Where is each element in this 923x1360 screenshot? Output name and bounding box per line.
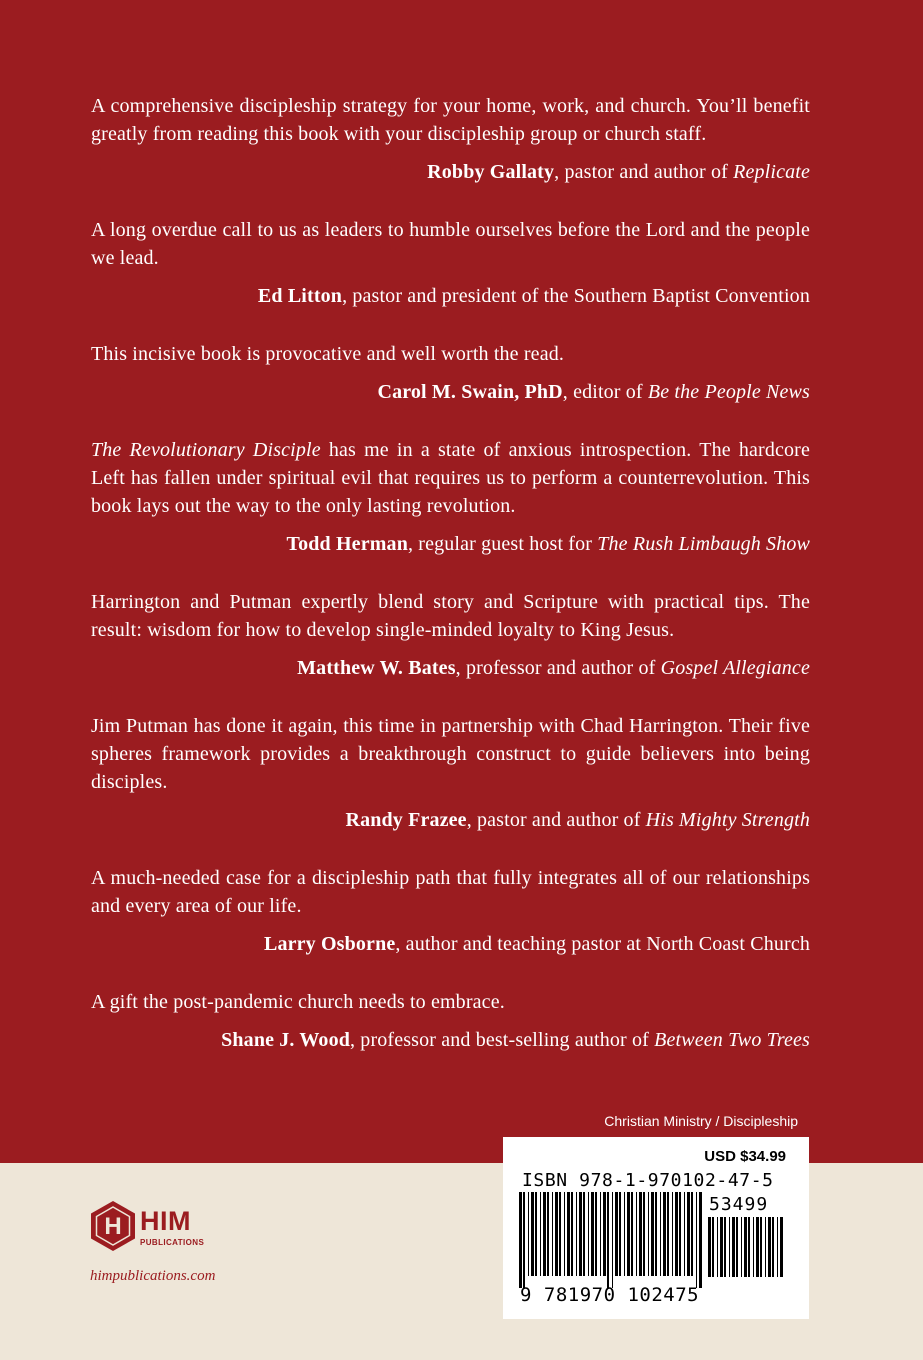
endorsement-attribution: Robby Gallaty, pastor and author of Replicate	[427, 161, 810, 183]
barcode-bar	[564, 1192, 565, 1276]
endorsement-5	[91, 588, 810, 682]
barcode-bar	[583, 1192, 585, 1276]
endorsement-attribution: Shane J. Wood, professor and best-selling author of Between Two Trees	[221, 1029, 810, 1051]
endorser-name: Ed Litton	[257, 285, 343, 307]
barcode-bar	[547, 1192, 549, 1276]
barcode-bar	[612, 1192, 613, 1288]
endorsement-2	[91, 216, 810, 310]
barcode-bar	[591, 1192, 594, 1276]
barcode-bar	[708, 1217, 711, 1277]
endorser-name: Robby Gallaty	[427, 161, 555, 183]
barcode-bar	[559, 1192, 561, 1276]
book-title: Between Two Trees	[654, 1029, 810, 1051]
publisher-website: himpublications.com	[90, 1268, 216, 1284]
barcode-bar	[631, 1192, 633, 1276]
barcode-bar	[624, 1192, 625, 1276]
endorsement-quote: Harrington and Putman expertly blend story and Scripture with practical tips. The result: wisdom for how to develop single-minded loyalty to King Jesus.	[91, 591, 810, 641]
barcode-bar	[600, 1192, 601, 1276]
barcode-bar	[648, 1192, 649, 1276]
barcode-label	[503, 1137, 809, 1319]
endorsement-quote: This incisive book is provocative and well worth the read.	[91, 343, 565, 365]
barcode-bar	[765, 1217, 766, 1277]
barcode-bar	[777, 1217, 778, 1277]
barcode-bar	[712, 1217, 714, 1277]
endorsement-quote: The Revolutionary Disciple has me in a state of anxious introspection. The hardcore Left has fallen under spiritual evil that requires us to perform a counterrevolution. This book lays out the way to the only lasting revolution.	[91, 439, 810, 517]
addon-barcode	[706, 1217, 786, 1289]
book-title: His Mighty Strength	[645, 809, 810, 831]
barcode-bar	[729, 1217, 730, 1277]
barcode-bar	[691, 1192, 693, 1276]
barcode-bar	[667, 1192, 669, 1276]
endorsement-attribution: Matthew W. Bates, professor and author of Gospel Allegiance	[297, 657, 810, 679]
publisher-name: HIM	[140, 1206, 191, 1236]
barcode-bar	[519, 1192, 522, 1288]
endorsement-attribution: Todd Herman, regular guest host for The Rush Limbaugh Show	[286, 533, 810, 555]
endorsement-1	[91, 92, 810, 186]
barcode-bar	[643, 1192, 645, 1276]
endorsement-4	[91, 436, 810, 558]
barcode-bar	[627, 1192, 630, 1276]
barcode-bar	[732, 1217, 735, 1277]
barcode-bar	[523, 1192, 525, 1288]
barcode-bar	[780, 1217, 783, 1277]
barcode-bar	[744, 1217, 747, 1277]
barcode-bar	[663, 1192, 666, 1276]
barcode-bar	[651, 1192, 654, 1276]
barcode-bar	[741, 1217, 742, 1277]
barcode-bar	[603, 1192, 606, 1276]
endorsement-attribution: Ed Litton, pastor and president of the Southern Baptist Convention	[257, 285, 810, 307]
barcode-bar	[699, 1192, 702, 1288]
endorsement-attribution: Randy Frazee, pastor and author of His Mighty Strength	[345, 809, 810, 831]
barcode-bar	[619, 1192, 621, 1276]
barcode-bar	[768, 1217, 771, 1277]
endorsement-quote: A long overdue call to us as leaders to humble ourselves before the Lord and the people we lead.	[91, 219, 810, 269]
price-addon-digits: 53499	[709, 1194, 769, 1215]
book-title: Gospel Allegiance	[660, 657, 810, 679]
endorser-name: Randy Frazee	[345, 809, 467, 831]
book-title: Replicate	[733, 161, 810, 183]
endorsement-attribution: Carol M. Swain, PhD, editor of Be the People News	[377, 381, 810, 403]
barcode-bar	[639, 1192, 642, 1276]
book-title: Be the People News	[647, 381, 810, 403]
barcode-bar	[724, 1217, 726, 1277]
barcode-bar	[696, 1192, 697, 1288]
publisher-subtitle: PUBLICATIONS	[140, 1238, 205, 1247]
barcode-bar	[756, 1217, 759, 1277]
barcode-bar	[552, 1192, 553, 1276]
endorsement-quote: Jim Putman has done it again, this time in partnership with Chad Harrington. Their five spheres framework provides a breakthrough construct to guide believers into being disciples.	[91, 715, 810, 793]
barcode-bar	[576, 1192, 577, 1276]
endorsement-quote: A comprehensive discipleship strategy for your home, work, and church. You’ll benefit greatly from reading this book with your discipleship group or church staff.	[91, 95, 810, 145]
book-title: The Revolutionary Disciple	[91, 439, 321, 461]
barcode-bar	[753, 1217, 754, 1277]
barcode-bar	[660, 1192, 661, 1276]
endorser-name: Matthew W. Bates	[297, 657, 456, 679]
barcode-bar	[684, 1192, 685, 1276]
endorsement-7	[91, 864, 810, 958]
barcode-bar	[571, 1192, 573, 1276]
endorsement-3	[91, 340, 810, 406]
barcode-bar	[531, 1192, 534, 1276]
barcode-bar	[615, 1192, 618, 1276]
endorsement-quote: A gift the post-pandemic church needs to embrace.	[91, 991, 505, 1013]
show-title: The Rush Limbaugh Show	[597, 533, 810, 555]
endorser-name: Larry Osborne	[263, 933, 396, 955]
barcode-bar	[528, 1192, 529, 1276]
endorser-name: Todd Herman	[286, 533, 408, 555]
publisher-logo	[90, 1200, 230, 1260]
barcode-bar	[760, 1217, 762, 1277]
barcode-bar	[567, 1192, 570, 1276]
barcode-bar	[736, 1217, 738, 1277]
barcode-bar	[687, 1192, 690, 1276]
barcode-bar	[717, 1217, 718, 1277]
endorser-name: Shane J. Wood	[221, 1029, 350, 1051]
barcode-bar	[636, 1192, 637, 1276]
endorsement-attribution: Larry Osborne, author and teaching pastor at North Coast Church	[263, 933, 810, 955]
barcode-bar	[579, 1192, 582, 1276]
barcode-bar	[540, 1192, 541, 1276]
barcode-bar	[672, 1192, 673, 1276]
isbn-number: ISBN 978-1-970102-47-5	[522, 1170, 774, 1191]
ean-digits: 9 781970 102475	[520, 1284, 700, 1306]
barcode-bar	[655, 1192, 657, 1276]
endorsement-8	[91, 988, 810, 1054]
barcode-bar	[679, 1192, 681, 1276]
hexagon-logo-icon	[90, 1200, 136, 1252]
barcode-bar	[748, 1217, 750, 1277]
logo-letter: H	[104, 1213, 122, 1240]
price: USD $34.99	[704, 1148, 786, 1165]
endorser-name: Carol M. Swain, PhD	[377, 381, 563, 403]
endorsement-quote: A much-needed case for a discipleship path that fully integrates all of our relationships and every area of our life.	[91, 867, 810, 917]
barcode-bar	[535, 1192, 537, 1276]
barcode-bar	[555, 1192, 558, 1276]
barcode-bar	[772, 1217, 774, 1277]
ean-barcode	[517, 1192, 703, 1288]
bisac-category: Christian Ministry / Discipleship	[604, 1113, 798, 1129]
endorsement-6	[91, 712, 810, 834]
barcode-bar	[595, 1192, 597, 1276]
barcode-bar	[588, 1192, 589, 1276]
barcode-bar	[675, 1192, 678, 1276]
barcode-bar	[543, 1192, 546, 1276]
barcode-bar	[607, 1192, 609, 1288]
barcode-bar	[720, 1217, 723, 1277]
